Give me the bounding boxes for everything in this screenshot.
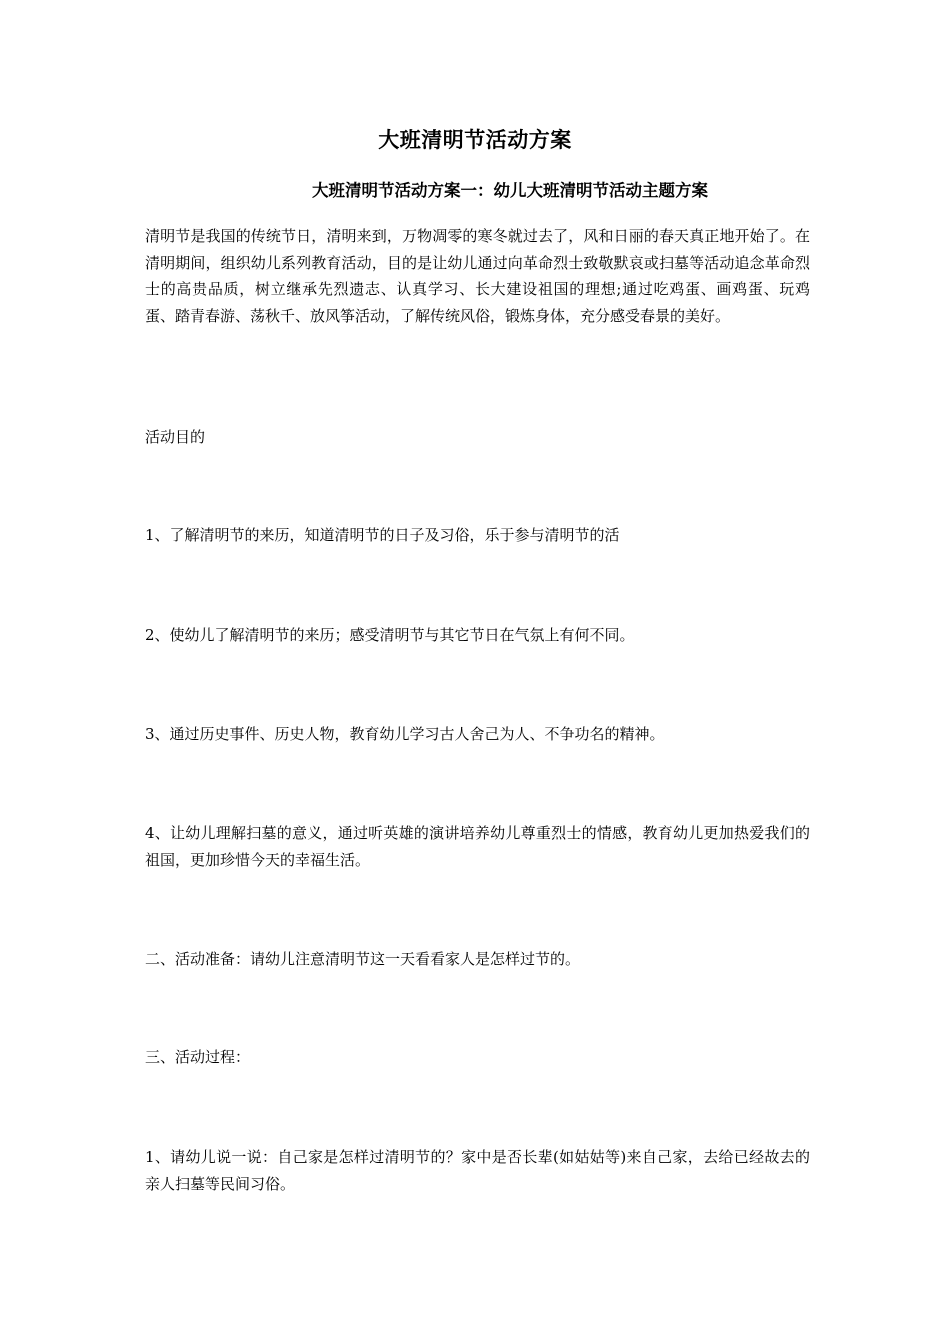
goal-item-4: 4、让幼儿理解扫墓的意义，通过听英雄的演讲培养幼儿尊重烈士的情感，教育幼儿更加热爱我们的祖国，更加珍惜今天的幸福生活。	[145, 824, 810, 869]
goal-item-2: 2、使幼儿了解清明节的来历；感受清明节与其它节日在气氛上有何不同。	[145, 626, 635, 644]
goal-item-1: 1、了解清明节的来历，知道清明节的日子及习俗，乐于参与清明节的活	[145, 526, 620, 544]
intro-paragraph: 清明节是我国的传统节日，清明来到，万物凋零的寒冬就过去了，风和日丽的春天真正地开始了。在清明期间，组织幼儿系列教育活动，目的是让幼儿通过向革命烈士致敬默哀或扫墓等活动追念革命烈士的高贵品质，树立继承先烈遗志、认真学习、长大建设祖国的理想;通过吃鸡蛋、画鸡蛋、玩鸡蛋、踏青春游、荡秋千、放风筝活动，了解传统风俗，锻炼身体，充分感受春景的美好。	[145, 227, 810, 325]
goal-item-3: 3、通过历史事件、历史人物，教育幼儿学习古人舍己为人、不争功名的精神。	[145, 725, 665, 743]
document-title: 大班清明节活动方案	[378, 127, 572, 152]
preparation-paragraph: 二、活动准备：请幼儿注意清明节这一天看看家人是怎样过节的。	[145, 950, 581, 968]
goals-heading: 活动目的	[145, 428, 206, 446]
process-step-1: 1、请幼儿说一说：自己家是怎样过清明节的？家中是否长辈(如姑姑等)来自己家，去给已经故去的亲人扫墓等民间习俗。	[145, 1148, 810, 1193]
document-subtitle: 大班清明节活动方案一：幼儿大班清明节活动主题方案	[312, 181, 708, 200]
process-heading: 三、活动过程：	[145, 1048, 251, 1066]
